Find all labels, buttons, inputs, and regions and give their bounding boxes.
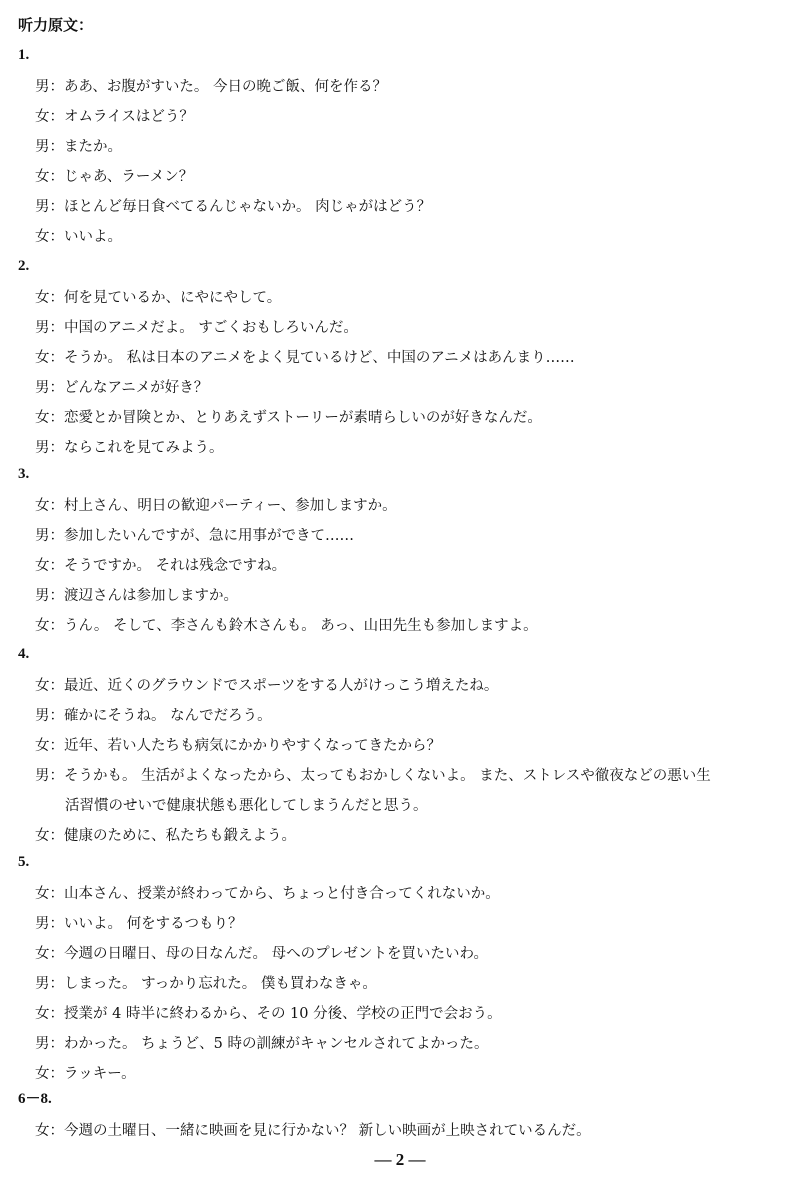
speaker-label: 男：: [35, 768, 64, 784]
dialogue-line: [35, 611, 790, 641]
dialogue-text: 授業が 4 時半に終わるから、その 10 分後、学校の正門で会おう。: [64, 1006, 502, 1022]
speaker-label: 男：: [35, 708, 64, 724]
dialogue-text: 中国のアニメだよ。 すごくおもしろいんだ。: [64, 320, 358, 336]
speaker-label: 女：: [35, 886, 64, 902]
dialogue-text: いいよ。: [64, 229, 122, 245]
speaker-label: 女：: [35, 738, 64, 754]
dialogue-line: [35, 162, 790, 192]
speaker-label: 女：: [35, 350, 64, 366]
dialogue-line: [35, 909, 790, 939]
dialogue-text: 山本さん、授業が終わってから、ちょっと付き合ってくれないか。: [64, 886, 500, 902]
speaker-label: 女：: [35, 946, 64, 962]
dialogue-text: 恋愛とか冒険とか、とりあえずストーリーが素晴らしいのが好きなんだ。: [64, 410, 542, 426]
dialogue-text: うん。 そして、李さんも鈴木さんも。 あっ、山田先生も参加しますよ。: [64, 618, 538, 634]
page-number: — 2 —: [374, 1150, 426, 1169]
dialogue-text-continuation: 活習慣のせいで健康状態も悪化してしまうんだと思う。: [65, 798, 428, 814]
section-number: 3.: [18, 466, 30, 482]
speaker-label: 女：: [35, 828, 64, 844]
speaker-label: 女：: [35, 410, 64, 426]
speaker-label: 男：: [35, 79, 64, 95]
dialogue-line: [35, 521, 790, 551]
dialogue-text: オムライスはどう？: [64, 109, 194, 125]
dialogue-line: [35, 403, 790, 433]
dialogue-text: 近年、若い人たちも病気にかかりやすくなってきたから？: [64, 738, 441, 754]
dialogue-line: [35, 939, 790, 969]
dialogue-line: [35, 551, 790, 581]
speaker-label: 女：: [35, 678, 64, 694]
dialogue-text: 何を見ているか、にやにやして。: [64, 290, 282, 306]
section-number: 2.: [18, 258, 30, 274]
dialogue-text: ラッキー。: [64, 1066, 136, 1082]
speaker-label: 女：: [35, 558, 64, 574]
dialogue-line: [35, 1029, 790, 1059]
speaker-label: 男：: [35, 528, 64, 544]
dialogue-line: [35, 879, 790, 909]
dialogue-line: [35, 999, 790, 1029]
speaker-label: 女：: [35, 169, 64, 185]
speaker-label: 女：: [35, 618, 64, 634]
dialogue-text: わかった。 ちょうど、5 時の訓練がキャンセルされてよかった。: [64, 1036, 489, 1052]
dialogue-line: [35, 701, 790, 731]
speaker-label: 男：: [35, 139, 64, 155]
speaker-label: 男：: [35, 199, 64, 215]
dialogue-line: [35, 433, 790, 463]
dialogue-line: [35, 283, 790, 313]
speaker-label: 女：: [35, 498, 64, 514]
speaker-label: 女：: [35, 229, 64, 245]
dialogue-line: [35, 731, 790, 761]
dialogue-line: [35, 102, 790, 132]
dialogue-text: いいよ。 何をするつもり？: [64, 916, 243, 932]
section-number: 6－8.: [18, 1091, 52, 1107]
dialogue-text: ならこれを見てみよう。: [64, 440, 224, 456]
dialogue-text: 参加したいんですが、急に用事ができて……: [64, 528, 354, 544]
dialogue-text: ああ、お腹がすいた。 今日の晩ご飯、何を作る？: [64, 79, 388, 95]
dialogue-text: 健康のために、私たちも鍛えよう。: [64, 828, 296, 844]
dialogue-line: [35, 491, 790, 521]
dialogue-text: しまった。 すっかり忘れた。 僕も買わなきゃ。: [64, 976, 377, 992]
speaker-label: 男：: [35, 588, 64, 604]
dialogue-line: [35, 969, 790, 999]
dialogue-line: [35, 343, 790, 373]
dialogue-line: [35, 821, 790, 851]
section-number: 4.: [18, 646, 30, 662]
dialogue-text: またか。: [64, 139, 122, 155]
dialogue-line: [35, 72, 790, 102]
section-number: 5.: [18, 854, 30, 870]
dialogue-text: そうかも。 生活がよくなったから、太ってもおかしくないよ。 また、ストレスや徹夜などの悪い生: [64, 768, 711, 784]
speaker-label: 女：: [35, 290, 64, 306]
dialogue-text: ほとんど毎日食べてるんじゃないか。 肉じゃがはどう？: [64, 199, 432, 215]
dialogue-text: 最近、近くのグラウンドでスポーツをする人がけっこう増えたね。: [64, 678, 499, 694]
dialogue-text: じゃあ、ラーメン？: [64, 169, 194, 185]
dialogue-line: [35, 192, 790, 222]
speaker-label: 女：: [35, 1123, 64, 1139]
speaker-label: 男：: [35, 440, 64, 456]
dialogue-line: [35, 373, 790, 403]
speaker-label: 男：: [35, 1036, 64, 1052]
dialogue-line: [35, 313, 790, 343]
section-number: 1.: [18, 47, 30, 63]
dialogue-text: どんなアニメが好き？: [64, 380, 209, 396]
dialogue-line: [35, 1116, 790, 1146]
dialogue-line: [35, 222, 790, 252]
dialogue-text: 確かにそうね。 なんでだろう。: [64, 708, 272, 724]
dialogue-line: [35, 581, 790, 611]
speaker-label: 男：: [35, 380, 64, 396]
dialogue-text: そうですか。 それは残念ですね。: [64, 558, 287, 574]
dialogue-line: [35, 671, 790, 701]
dialogue-text: 今週の土曜日、一緒に映画を見に行かない？ 新しい映画が上映されているんだ。: [64, 1123, 591, 1139]
page-heading: 听力原文：: [18, 16, 94, 34]
speaker-label: 男：: [35, 976, 64, 992]
dialogue-line: [35, 1059, 790, 1089]
dialogue-line: [35, 132, 790, 162]
dialogue-text: 今週の日曜日、母の日なんだ。 母へのプレゼントを買いたいわ。: [64, 946, 488, 962]
dialogue-text: そうか。 私は日本のアニメをよく見ているけど、中国のアニメはあんまり……: [64, 350, 575, 366]
speaker-label: 女：: [35, 1066, 64, 1082]
dialogue-line: [35, 761, 790, 821]
speaker-label: 男：: [35, 320, 64, 336]
speaker-label: 女：: [35, 1006, 64, 1022]
speaker-label: 女：: [35, 109, 64, 125]
speaker-label: 男：: [35, 916, 64, 932]
dialogue-text: 渡辺さんは参加しますか。: [64, 588, 238, 604]
dialogue-text: 村上さん、明日の歓迎パーティー、参加しますか。: [64, 498, 397, 514]
